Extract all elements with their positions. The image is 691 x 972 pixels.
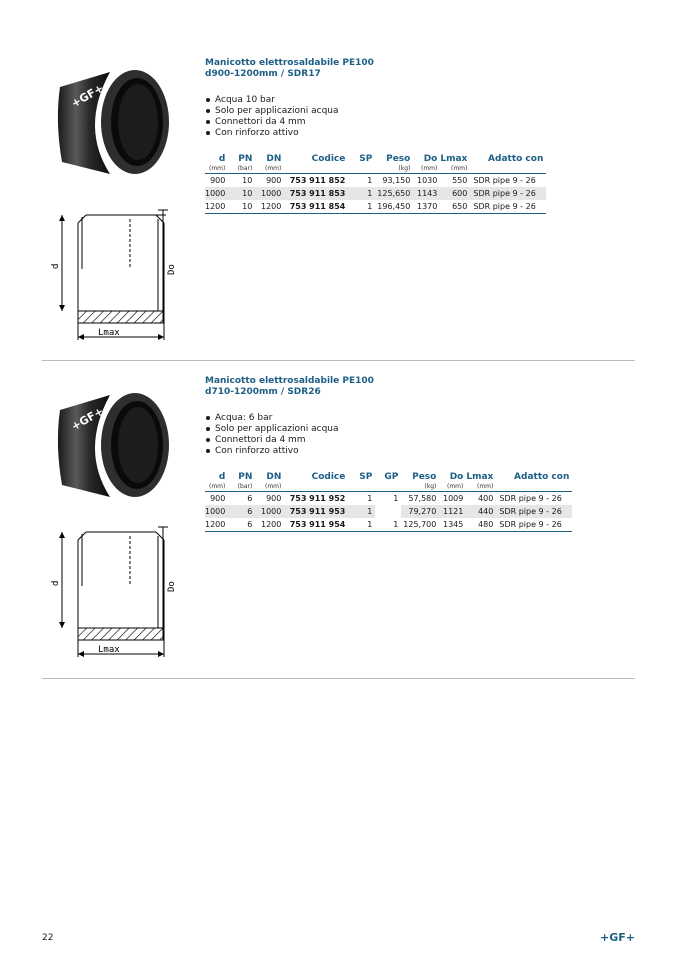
section-1-table [205, 153, 546, 214]
unit: (mm) [255, 482, 284, 492]
header-row [205, 471, 572, 482]
unit: (mm) [205, 164, 228, 174]
cell: 480 [466, 518, 496, 532]
cell: SDR pipe 9 - 26 [496, 505, 572, 518]
unit [284, 164, 348, 174]
product-photo-2 [40, 385, 170, 505]
cell: 10 [228, 187, 255, 200]
cell: 1 [348, 505, 375, 518]
unit [284, 482, 348, 492]
col-header: PN [238, 471, 253, 482]
cell: 196,450 [375, 200, 413, 214]
cell: 440 [466, 505, 496, 518]
cell: 125,700 [401, 518, 439, 532]
section-2-table [205, 471, 572, 532]
unit: (mm) [205, 482, 228, 492]
cell: 125,650 [375, 187, 413, 200]
code-cell: 753 911 954 [284, 518, 348, 532]
unit: (bar) [228, 482, 255, 492]
unit [348, 164, 375, 174]
table-row [205, 505, 572, 518]
section-1-title-line2: d900-1200mm / SDR17 [205, 69, 321, 79]
cell: 1200 [205, 518, 228, 532]
cell: 1000 [205, 187, 228, 200]
product-photo-1 [40, 62, 170, 182]
unit: (bar) [228, 164, 255, 174]
bullet: Connettori da 4 mm [205, 117, 339, 128]
col-header: DN [266, 471, 282, 482]
col-header: PN [238, 153, 253, 164]
bullet: Connettori da 4 mm [205, 435, 339, 446]
table-row [205, 492, 572, 506]
label-d: d [51, 580, 61, 586]
header-row [205, 153, 546, 164]
cell: 900 [266, 494, 282, 503]
col-header: Adatto con [514, 471, 570, 482]
fitting-logo: +GF+ [69, 404, 106, 434]
label-lmax: Lmax [98, 328, 120, 338]
unit: (mm) [440, 164, 470, 174]
cell: 1 [348, 518, 375, 532]
unit: (mm) [439, 482, 466, 492]
cell: 1000 [205, 505, 228, 518]
cell: 900 [210, 176, 226, 185]
brand-logo: +GF+ [600, 931, 635, 944]
unit: (kg) [375, 164, 413, 174]
cell: 1 [367, 176, 373, 185]
bullet: Solo per applicazioni acqua [205, 424, 339, 435]
col-header: Do [423, 153, 438, 164]
cell: 79,270 [401, 505, 439, 518]
bullet: Acqua 10 bar [205, 95, 339, 106]
section-2-title-line2: d710-1200mm / SDR26 [205, 387, 321, 397]
cell: 1121 [439, 505, 466, 518]
table-row [205, 174, 546, 188]
section-2-bullets [205, 413, 339, 457]
cell: 1345 [439, 518, 466, 532]
code-cell: 753 911 953 [284, 505, 348, 518]
unit [375, 482, 401, 492]
cell: 93,150 [382, 176, 411, 185]
cell: 1200 [255, 518, 284, 532]
cell: SDR pipe 9 - 26 [473, 176, 536, 185]
unit: (mm) [466, 482, 496, 492]
cell: 57,580 [408, 494, 437, 503]
cell: 1 [375, 518, 401, 532]
bullet: Con rinforzo attivo [205, 446, 339, 457]
code-cell: 753 911 854 [284, 200, 348, 214]
cell: 1143 [413, 187, 440, 200]
cell: 1 [348, 200, 375, 214]
code-cell: 753 911 852 [289, 176, 346, 185]
fitting-logo: +GF+ [69, 81, 106, 111]
section-2-title-line1: Manicotto elettrosaldabile PE100 [205, 376, 374, 386]
units-row [205, 164, 546, 174]
page-number: 22 [42, 933, 54, 943]
label-d: d [51, 263, 61, 269]
col-header: Do [449, 471, 464, 482]
section-2-title [205, 376, 374, 398]
table-row [205, 200, 546, 214]
cell: 1 [348, 187, 375, 200]
table-row [205, 518, 572, 532]
col-header: Codice [311, 471, 346, 482]
section-1-bullets [205, 95, 339, 139]
cell: SDR pipe 9 - 26 [470, 187, 546, 200]
label-do: Do [167, 581, 177, 592]
cell: 1000 [255, 187, 284, 200]
unit: (kg) [401, 482, 439, 492]
code-cell: 753 911 853 [284, 187, 348, 200]
unit [348, 482, 375, 492]
bullet: Con rinforzo attivo [205, 128, 339, 139]
table-row [205, 187, 546, 200]
unit [470, 164, 546, 174]
cell: 6 [228, 518, 255, 532]
cell: 1200 [205, 200, 228, 214]
cell: 6 [247, 494, 253, 503]
col-header: d [218, 153, 226, 164]
cell: 1370 [413, 200, 440, 214]
col-header: d [218, 471, 226, 482]
cell: 1009 [443, 494, 464, 503]
cell: 1 [367, 494, 373, 503]
label-lmax: Lmax [98, 645, 120, 655]
code-cell: 753 911 952 [289, 494, 346, 503]
section-divider [42, 360, 635, 361]
col-header: SP [359, 153, 373, 164]
technical-drawing-2 [48, 522, 178, 672]
cell: 1200 [255, 200, 284, 214]
col-header: GP [384, 471, 399, 482]
section-1-title [205, 58, 374, 80]
cell [375, 505, 401, 518]
cell: 10 [242, 176, 253, 185]
cell: SDR pipe 9 - 26 [499, 494, 562, 503]
cell: 6 [228, 505, 255, 518]
col-header: DN [266, 153, 282, 164]
section-1-title-line1: Manicotto elettrosaldabile PE100 [205, 58, 374, 68]
col-header: Peso [386, 153, 411, 164]
label-do: Do [167, 264, 177, 275]
col-header: Lmax [466, 471, 494, 482]
col-header: SP [359, 471, 373, 482]
units-row [205, 482, 572, 492]
technical-drawing-1 [48, 205, 178, 355]
col-header: Adatto con [488, 153, 544, 164]
col-header: Peso [412, 471, 437, 482]
section-divider [42, 678, 635, 679]
col-header: Codice [311, 153, 346, 164]
cell: 550 [452, 176, 468, 185]
bullet: Solo per applicazioni acqua [205, 106, 339, 117]
cell: 1 [393, 494, 399, 503]
cell: SDR pipe 9 - 26 [496, 518, 572, 532]
cell: 1000 [255, 505, 284, 518]
cell: 900 [266, 176, 282, 185]
col-header: Lmax [440, 153, 468, 164]
unit: (mm) [413, 164, 440, 174]
cell: SDR pipe 9 - 26 [470, 200, 546, 214]
cell: 650 [440, 200, 470, 214]
unit [496, 482, 572, 492]
cell: 1030 [417, 176, 438, 185]
cell: 10 [228, 200, 255, 214]
cell: 400 [478, 494, 494, 503]
unit: (mm) [255, 164, 284, 174]
cell: 900 [210, 494, 226, 503]
cell: 600 [440, 187, 470, 200]
bullet: Acqua: 6 bar [205, 413, 339, 424]
